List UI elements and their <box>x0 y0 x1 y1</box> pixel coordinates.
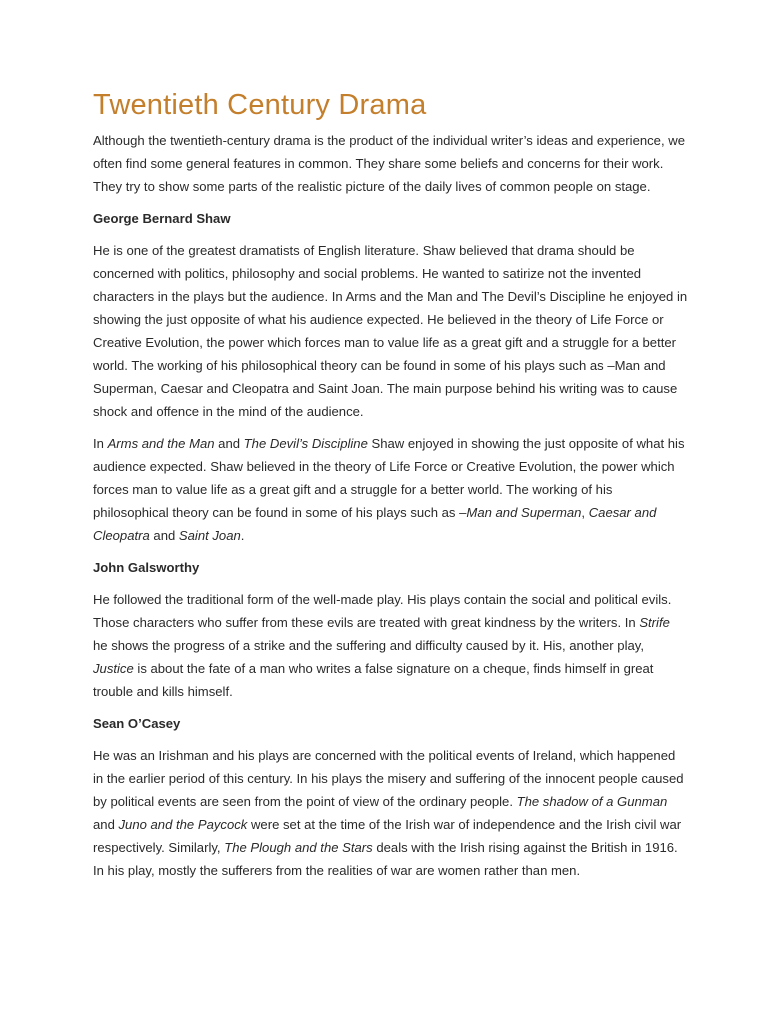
play-title: The shadow of a Gunman <box>516 794 668 809</box>
text-run: . <box>240 528 245 543</box>
ocasey-paragraph <box>93 744 688 882</box>
text-run: In <box>93 436 108 451</box>
text-run: He was an Irishman and his plays are concerned with the political events of Ireland, which happened in the earlier period of this century. In his plays the misery and suffering of the innocent people caused by political events are seen from the point of view of the ordinary people. <box>93 748 684 809</box>
section-heading-ocasey: Sean O’Casey <box>93 716 181 731</box>
section-heading-shaw: George Bernard Shaw <box>93 211 231 226</box>
play-title: Caesar and Cleopatra <box>93 505 657 543</box>
text-run: deals with the Irish rising against the British in 1916. In his play, mostly the sufferers from the realities of war are women rather than men. <box>93 840 678 878</box>
text-run: he shows the progress of a strike and the suffering and difficulty caused by it. His, another play, <box>93 638 644 653</box>
text-run: Shaw enjoyed in showing the just opposite of what his audience expected. Shaw believed in the theory of Life Force or Creative Evolution, the power which forces man to value life as a great gift and a struggle for a better world. The working of his philosophical theory can be found in some of his plays such as – <box>93 436 685 520</box>
play-title: The Plough and the Stars <box>224 840 373 855</box>
play-title: The Devil’s Discipline <box>243 436 368 451</box>
text-run: and <box>214 436 244 451</box>
text-run: and <box>93 817 119 832</box>
play-title: Strife <box>639 615 670 630</box>
shaw-paragraph-2 <box>93 432 688 547</box>
text-run: were set at the time of the Irish war of independence and the Irish civil war respectively. Similarly, <box>93 817 682 855</box>
text-run: , <box>581 505 589 520</box>
text-run: He followed the traditional form of the well-made play. His plays contain the social and political evils. Those characters who suffer from these evils are treated with great kindness by the writers. In <box>93 592 672 630</box>
text-run: is about the fate of a man who writes a false signature on a cheque, finds himself in great trouble and kills himself. <box>93 661 654 699</box>
intro-paragraph: Although the twentieth-century drama is the product of the individual writer’s ideas and experience, we often find some general features in common. They share some beliefs and concerns for their work. They try to show some parts of the realistic picture of the daily lives of common people on stage. <box>93 133 685 194</box>
play-title: Juno and the Paycock <box>118 817 248 832</box>
play-title: Justice <box>93 661 134 676</box>
section-heading-galsworthy: John Galsworthy <box>93 560 200 575</box>
document-title: Twentieth Century Drama <box>93 89 427 121</box>
play-title: Arms and the Man <box>107 436 215 451</box>
play-title: Saint Joan <box>178 528 241 543</box>
galsworthy-paragraph <box>93 588 688 703</box>
text-run: and <box>149 528 179 543</box>
shaw-paragraph-1: He is one of the greatest dramatists of English literature. Shaw believed that drama should be concerned with politics, philosophy and social problems. He wanted to satirize not the invented characters in the plays but the audience. In Arms and the Man and The Devil’s Discipline he enjoyed in showing the just opposite of what his audience expected. He believed in the theory of Life Force or Creative Evolution, the power which forces man to value life as a great gift and a struggle for a better world. The working of his philosophical theory can be found in some of his plays such as –Man and Superman, Caesar and Cleopatra and Saint Joan. The main purpose behind his writing was to cause shock and offence in the mind of the audience. <box>93 243 688 419</box>
play-title: Man and Superman <box>466 505 582 520</box>
